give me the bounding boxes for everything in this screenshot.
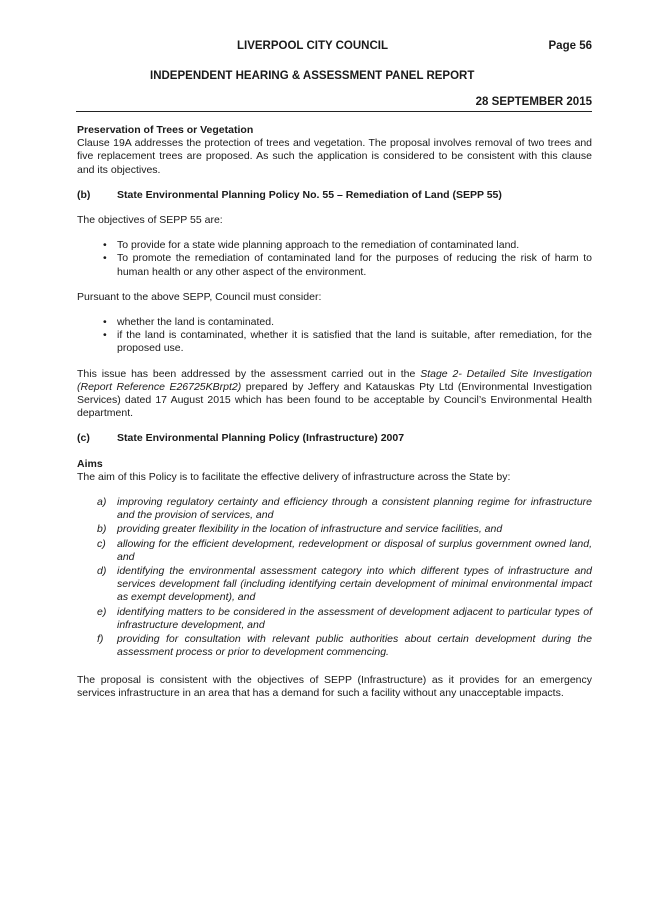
- sepp55-considerations-list: [77, 316, 592, 356]
- report-date: 28 SEPTEMBER 2015: [475, 96, 592, 108]
- aims-heading: Aims: [77, 457, 103, 470]
- report-reference: Stage 2- Detailed Site Investigation (Report Reference E26725KBrpt2): [77, 367, 592, 393]
- section-b-title: State Environmental Planning Policy No. 55 – Remediation of Land (SEPP 55): [117, 188, 502, 201]
- aims-intro: The aim of this Policy is to facilitate the effective delivery of infrastructure across the State by:: [77, 470, 511, 483]
- trees-heading: Preservation of Trees or Vegetation: [77, 124, 254, 136]
- report-title: INDEPENDENT HEARING & ASSESSMENT PANEL REPORT: [150, 70, 475, 82]
- sepp55-consider-intro: Pursuant to the above SEPP, Council must consider:: [77, 290, 322, 303]
- list-item: • To promote the remediation of contaminated land for the purposes of reducing the risk of harm to human health or any other aspect of the environment.: [103, 252, 592, 278]
- list-item: d) identifying the environmental assessment category into which different types of infrastructure and services development fall (including identifying certain development of minimal environmental impact as exempt development), and: [97, 565, 592, 604]
- page-number: Page 56: [548, 40, 592, 52]
- list-item: • whether the land is contaminated.: [103, 316, 275, 329]
- header-divider: [76, 111, 592, 112]
- bullet-icon: •: [103, 329, 107, 342]
- document-body: [77, 124, 592, 712]
- list-item: a) improving regulatory certainty and efficiency through a consistent planning regime for infrastructure and the provision of services, and: [97, 496, 592, 522]
- page-header: [0, 40, 653, 54]
- aims-list: [77, 496, 592, 659]
- list-item: f) providing for consultation with relevant public authorities about certain development during the assessment process or prior to development commencing.: [97, 633, 592, 659]
- council-name: LIVERPOOL CITY COUNCIL: [237, 40, 389, 52]
- sepp55-assessment-paragraph: This issue has been addressed by the assessment carried out in the Stage 2- Detailed Site Investigation (Report Reference E26725KBrpt2) prepared by Jeffery and Katauskas Pty Ltd (Environmental Investigation Services) dated 17 August 2015 which has been found to be acceptable by Council’s Environmental Health department.: [77, 367, 592, 420]
- bullet-icon: •: [103, 239, 107, 252]
- list-item: c) allowing for the efficient development, redevelopment or disposal of surplus government owned land, and: [97, 537, 592, 563]
- trees-paragraph: Clause 19A addresses the protection of trees and vegetation. The proposal involves removal of two trees and five replacement trees are proposed. As such the application is considered to be consistent with this clause and its objectives.: [77, 137, 592, 176]
- infra-conclusion: The proposal is consistent with the objectives of SEPP (Infrastructure) as it provides for an emergency services infrastructure in an area that has a demand for such a facility without any unacceptable impacts.: [77, 673, 592, 699]
- section-c-title: State Environmental Planning Policy (Infrastructure) 2007: [117, 432, 405, 445]
- list-item: • To provide for a state wide planning approach to the remediation of contaminated land.: [103, 239, 520, 252]
- section-c-label: (c): [77, 432, 90, 445]
- sepp55-intro: The objectives of SEPP 55 are:: [77, 214, 223, 227]
- bullet-icon: •: [103, 252, 107, 265]
- list-item: • if the land is contaminated, whether it is satisfied that the land is suitable, after remediation, for the proposed use.: [103, 329, 592, 355]
- list-item: b) providing greater flexibility in the location of infrastructure and service facilities, and: [97, 523, 503, 536]
- bullet-icon: •: [103, 316, 107, 329]
- section-b-label: (b): [77, 188, 91, 201]
- list-item: e) identifying matters to be considered in the assessment of development adjacent to particular types of infrastructure development, and: [97, 605, 592, 631]
- section-b-heading: [77, 189, 592, 202]
- section-c-heading: [77, 432, 592, 445]
- sepp55-objectives-list: [77, 239, 592, 279]
